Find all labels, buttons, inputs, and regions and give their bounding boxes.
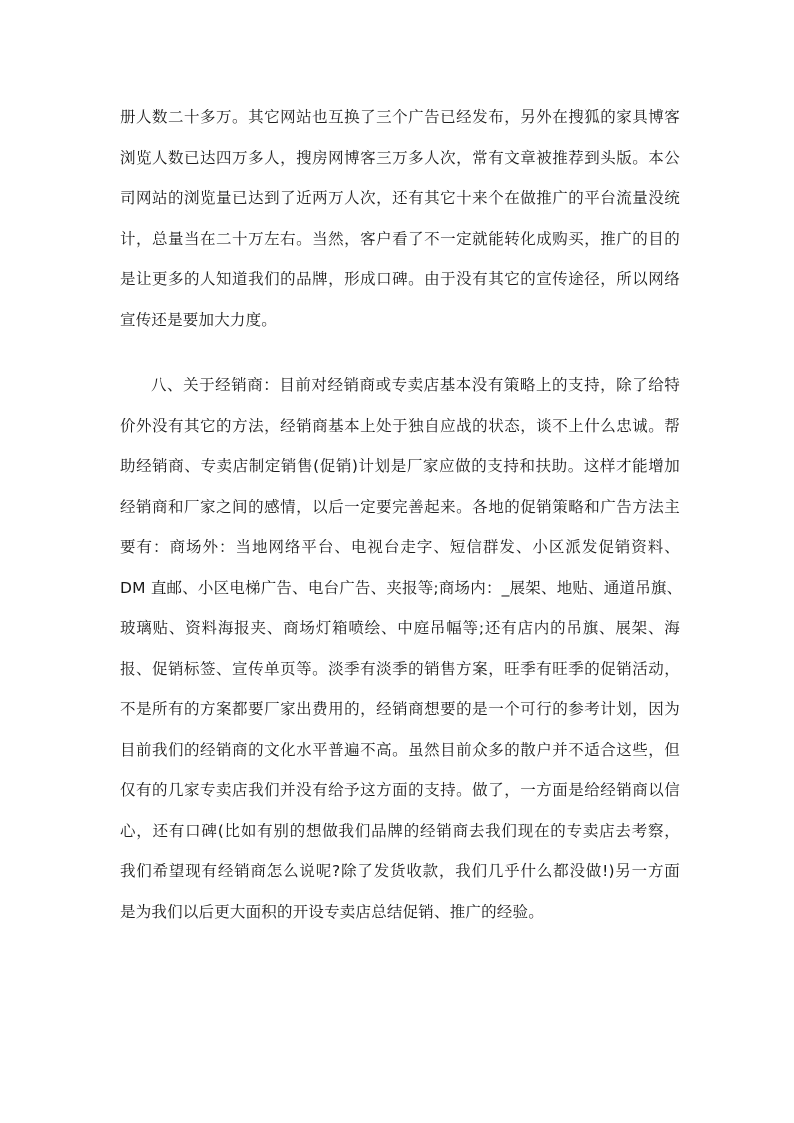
paragraph-continued (120, 97, 680, 340)
section-8-dealers (120, 365, 683, 932)
paragraph-line: 册人数二十多万。其它网站也互换了三个广告已经发布，另外在搜狐的家具博客 (120, 108, 680, 126)
paragraph-line: 报、促销标签、宣传单页等。淡季有淡季的销售方案，旺季有旺季的促销活动， (120, 659, 680, 678)
paragraph-line: 我们希望现有经销商怎么说呢?除了发货收款，我们几乎什么都没做!)另一方面 (120, 862, 680, 880)
paragraph-line: 计，总量当在二十万左右。当然，客户看了不一定就能转化成购买，推广的目的 (120, 229, 680, 248)
section-8-heading-line: 八、关于经销商：目前对经销商或专卖店基本没有策略上的支持，除了给特 (151, 376, 680, 394)
paragraph-line: 目前我们的经销商的文化水平普遍不高。虽然目前众多的散户并不适合这些，但 (120, 740, 680, 759)
paragraph-line: 经销商和厂家之间的感情，以后一定要完善起来。各地的促销策略和广告方法主 (120, 497, 680, 516)
paragraph-line: 助经销商、专卖店制定销售(促销)计划是厂家应做的支持和扶助。这样才能增加 (120, 457, 680, 475)
paragraph-line: 宣传还是要加大力度。 (120, 310, 278, 329)
paragraph-line: DM 直邮、小区电梯广告、电台广告、夹报等;商场内：_展架、地贴、通道吊旗、 (120, 578, 683, 597)
paragraph-line: 司网站的浏览量已达到了近两万人次，还有其它十来个在做推广的平台流量没统 (120, 189, 680, 207)
paragraph-line: 不是所有的方案都要厂家出费用的，经销商想要的是一个可行的参考计划，因为 (120, 700, 680, 718)
paragraph-line: 心，还有口碑(比如有别的想做我们品牌的经销商去我们现在的专卖店去考察， (120, 821, 680, 840)
paragraph-line: 要有：商场外：当地网络平台、电视台走字、短信群发、小区派发促销资料、 (120, 538, 680, 556)
paragraph-line: 浏览人数已达四万多人，搜房网博客三万多人次，常有文章被推荐到头版。本公 (120, 148, 680, 167)
paragraph-line: 是为我们以后更大面积的开设专卖店总结促销、推广的经验。 (120, 902, 544, 921)
paragraph-line: 价外没有其它的方法，经销商基本上处于独自应战的状态，谈不上什么忠诚。帮 (120, 416, 680, 435)
paragraph-line: 是让更多的人知道我们的品牌，形成口碑。由于没有其它的宣传途径，所以网络 (120, 270, 680, 288)
paragraph-line: 玻璃贴、资料海报夹、商场灯箱喷绘、中庭吊幅等;还有店内的吊旗、展架、海 (120, 619, 680, 637)
paragraph-line: 仅有的几家专卖店我们并没有给予这方面的支持。做了，一方面是给经销商以信 (120, 781, 680, 799)
